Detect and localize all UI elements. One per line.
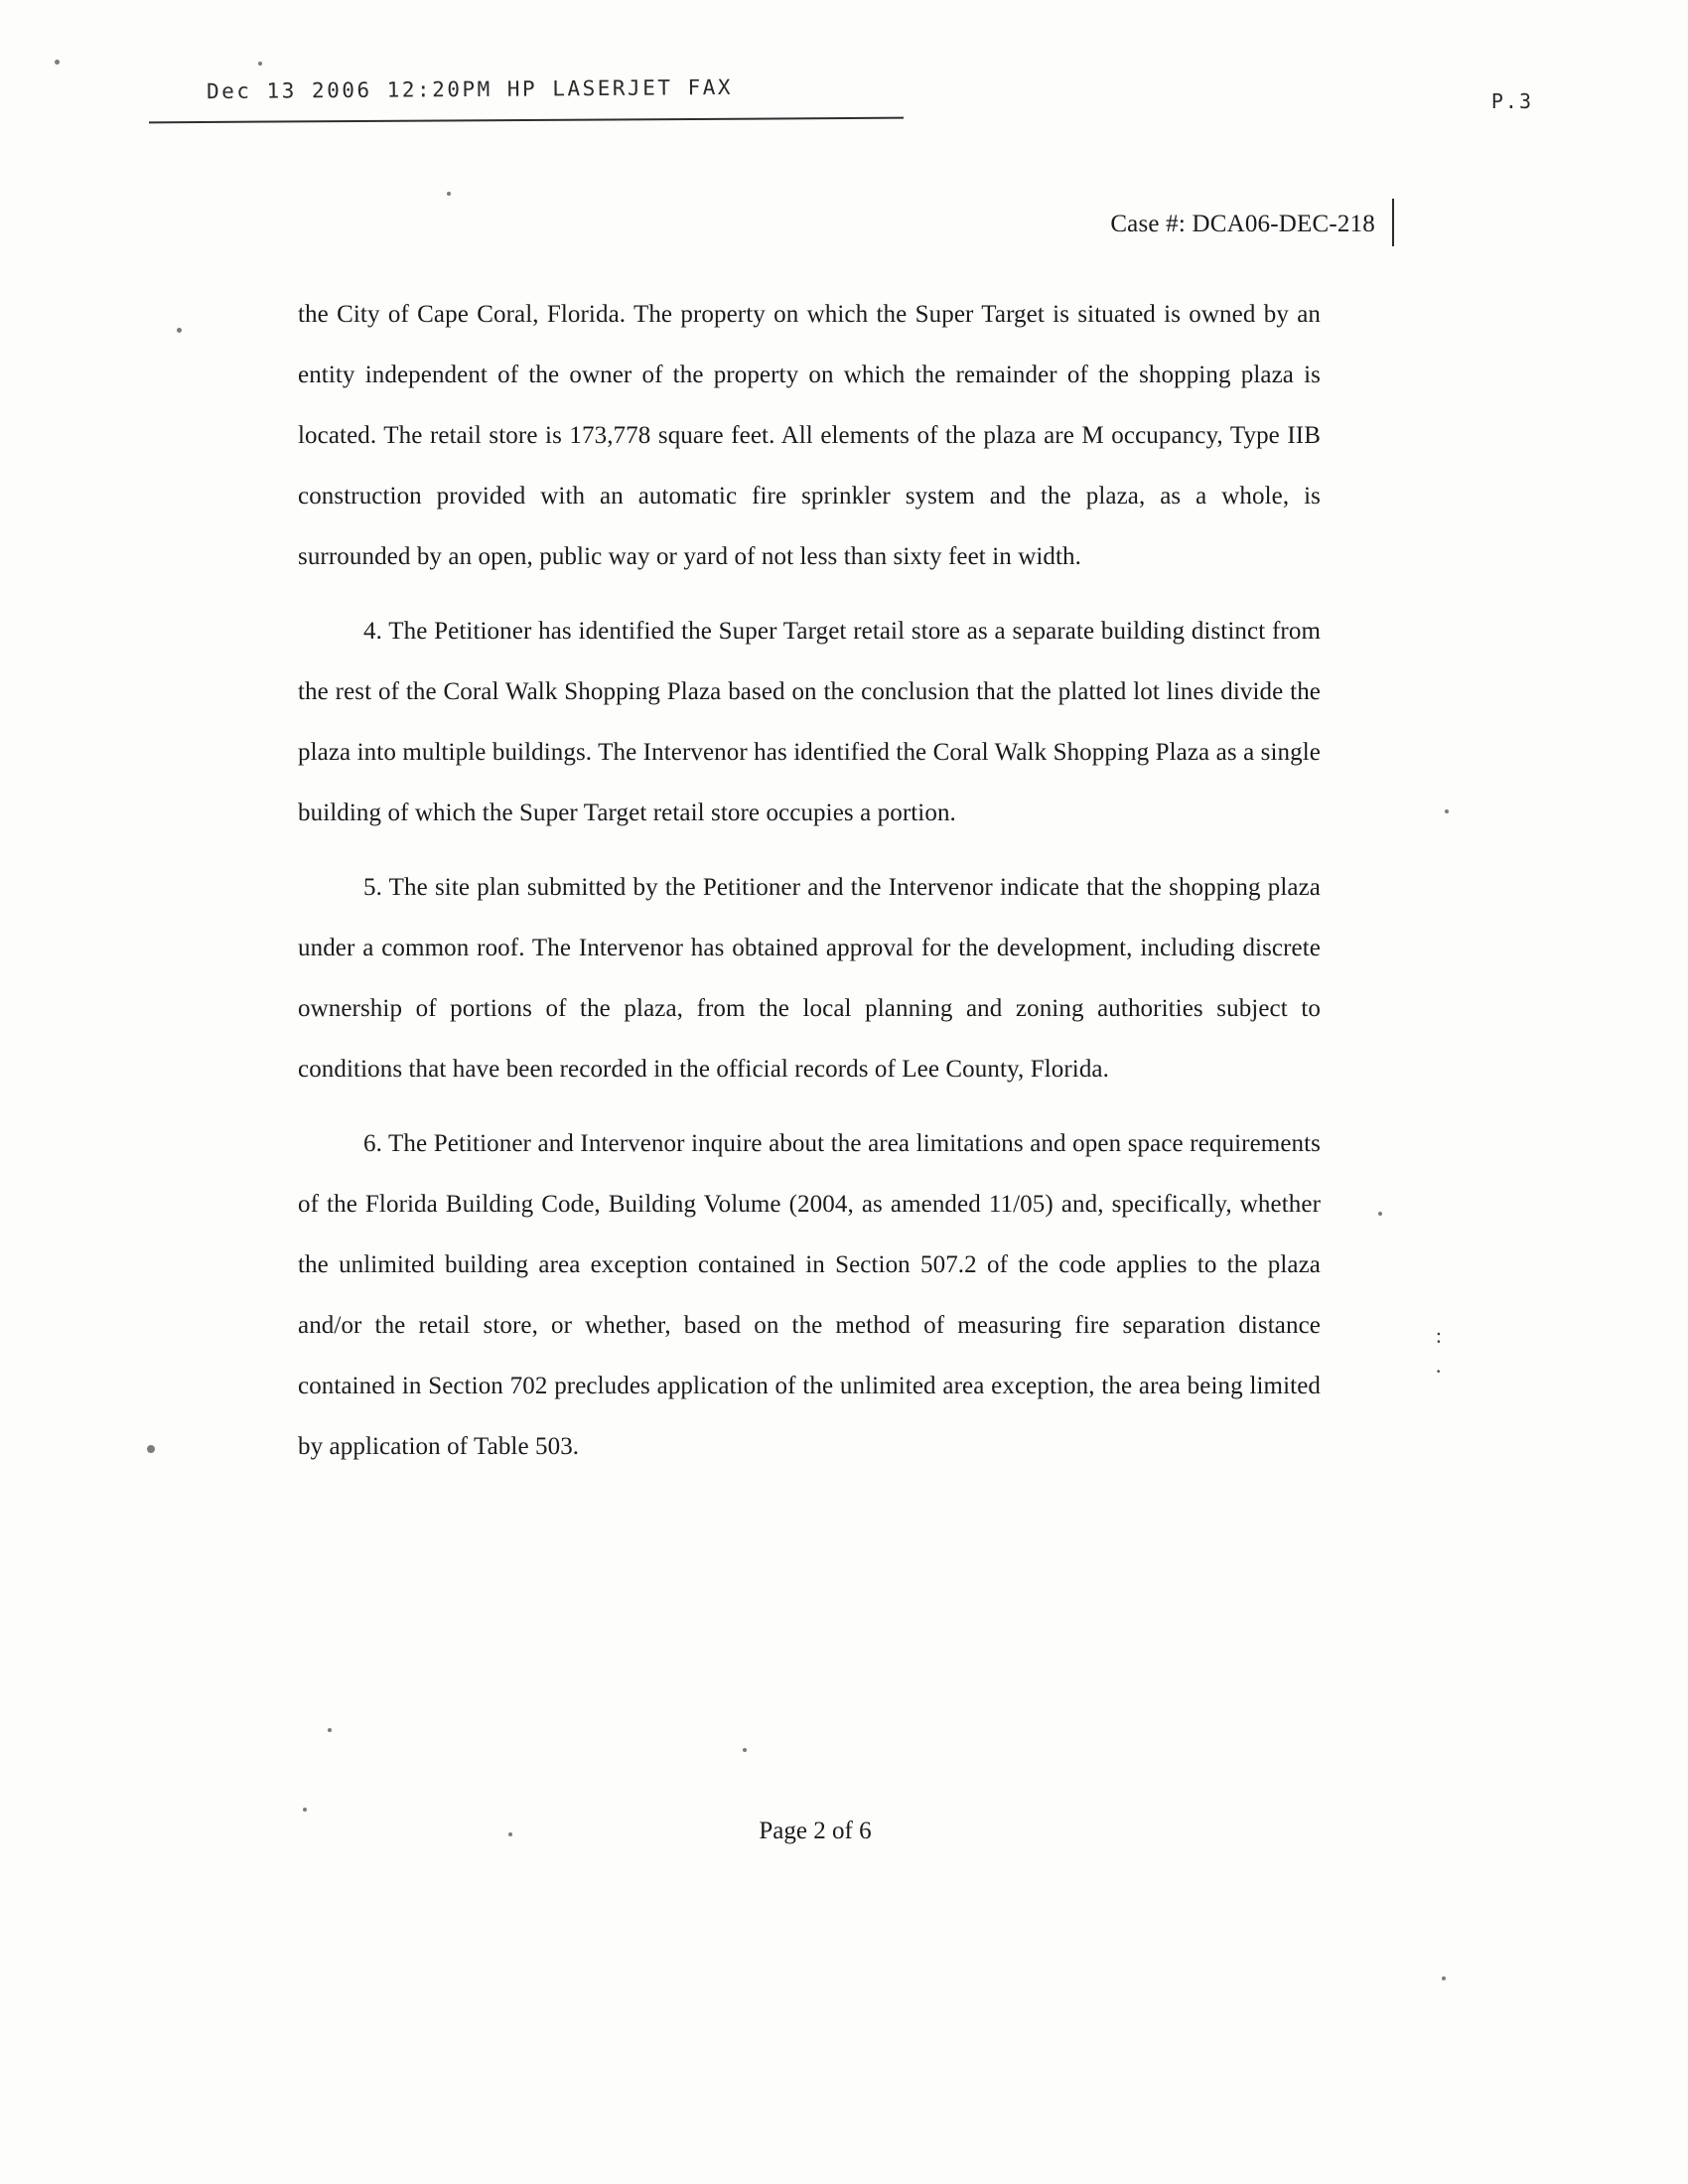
scan-speckle [447, 192, 451, 196]
page-footer [0, 1818, 1688, 1845]
scan-speckle [508, 1832, 512, 1836]
scan-speckle-cluster: : . [1435, 1323, 1442, 1378]
case-number-marginal-mark [1392, 199, 1394, 246]
fax-header [149, 74, 1559, 147]
scan-speckle [177, 328, 182, 333]
page-number-label: Page 2 of 6 [759, 1818, 872, 1844]
fax-header-rule [149, 117, 904, 124]
paragraph-intro: the City of Cape Coral, Florida. The property on which the Super Target is situated is owned by an entity independent of the owner of the property on which the remainder of the shopping plaza is located. The retail store is 173,778 square feet. All elements of the plaza are M occupancy, Type IIB construction provided with an automatic fire sprinkler system and the plaza, as a whole, is surrounded by an open, public way or yard of not less than sixty feet in width. [298, 301, 1321, 570]
scan-speckle [1378, 1212, 1382, 1216]
scan-speckle [303, 1808, 307, 1812]
scan-speckle [1445, 809, 1449, 813]
scan-speckle [55, 60, 60, 65]
scan-speckle [328, 1728, 332, 1732]
scan-speckle [258, 62, 262, 66]
scan-speckle [1442, 1976, 1446, 1980]
fax-page-marker: P.3 [1490, 89, 1533, 113]
fax-timestamp-stamp: Dec 13 2006 12:20PM HP LASERJET FAX [206, 74, 734, 104]
scan-speckle [743, 1748, 747, 1752]
paragraph-6: 6. The Petitioner and Intervenor inquire about the area limitations and open space requirements of the Florida Building Code, Building Volume (2004, as amended 11/05) and, specifically, whether the unlimited building area exception contained in Section 507.2 of the code applies to the plaza and/or the retail store, or whether, based on the method of measuring fire separation distance contained in Section 702 precludes application of the unlimited area exception, the area being limited by application of Table 503. [298, 1130, 1321, 1460]
case-number: Case #: DCA06-DEC-218 [1110, 211, 1375, 237]
paragraph-5: 5. The site plan submitted by the Petitioner and the Intervenor indicate that the shopping plaza under a common roof. The Intervenor has obtained approval for the development, including discrete ownership of portions of the plaza, from the local planning and zoning authorities subject to conditions that have been recorded in the official records of Lee County, Florida. [298, 874, 1321, 1083]
scan-speckle [147, 1445, 155, 1453]
paragraph-4: 4. The Petitioner has identified the Super Target retail store as a separate building distinct from the rest of the Coral Walk Shopping Plaza based on the conclusion that the platted lot lines divide the plaza into multiple buildings. The Intervenor has identified the Coral Walk Shopping Plaza as a single building of which the Super Target retail store occupies a portion. [298, 618, 1321, 826]
document-body [298, 284, 1321, 1477]
